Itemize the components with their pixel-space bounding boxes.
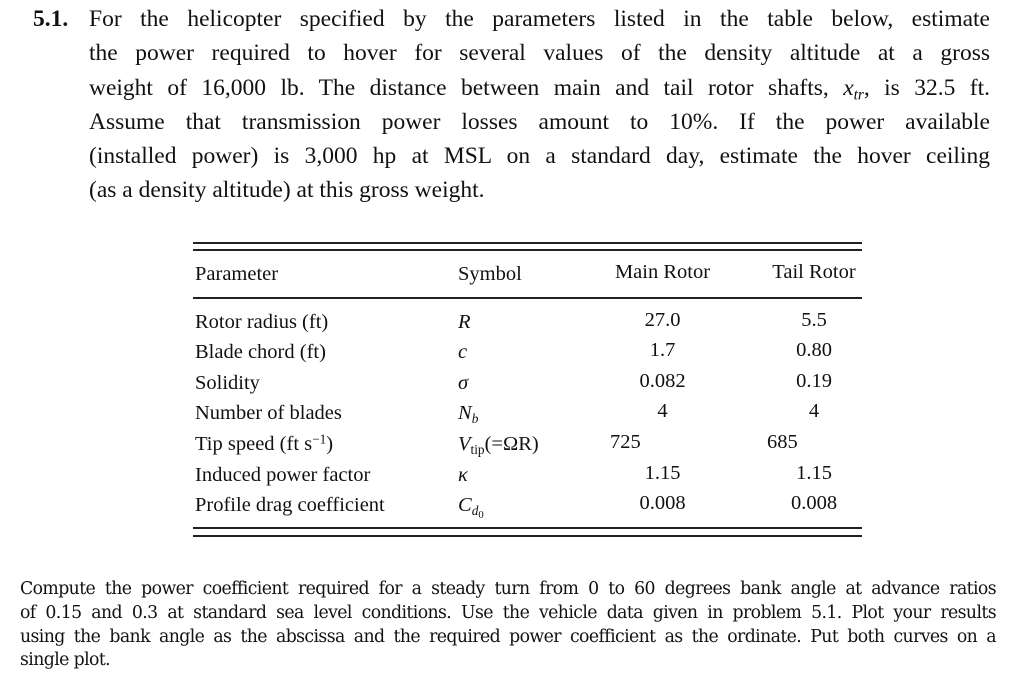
table-header-rule	[193, 297, 862, 299]
problem-line: (as a density altitude) at this gross weight.	[89, 177, 485, 204]
variable-subscript: tr	[853, 86, 864, 104]
table-bottom-rule	[193, 535, 862, 537]
header-parameter: Parameter	[195, 263, 279, 285]
problem-statement	[33, 2, 990, 208]
cell-main: 27.0	[644, 309, 681, 331]
exercise-line: of 0.15 and 0.3 at standard sea level conditions. Use the vehicle data given in problem 5.1. Plot your results	[20, 602, 996, 623]
cell-tail: 0.008	[790, 492, 838, 514]
symbol-subscript: b	[471, 410, 479, 426]
header-main-rotor: Main Rotor	[614, 261, 711, 283]
symbol-subscript: tip	[470, 441, 485, 457]
cell-main: 1.15	[644, 462, 681, 484]
cell-main: 0.008	[639, 492, 686, 514]
symbol-subscript: d	[471, 502, 479, 518]
cell-symbol: c	[458, 341, 468, 363]
cell-tail: 685	[767, 431, 798, 453]
problem-line: Assume that transmission power losses amount to 10%. If the power available	[89, 108, 990, 135]
exercise-line: using the bank angle as the abscissa and the required power coefficient as the ordinate. Put both curves on a	[20, 626, 996, 647]
cell-tail: 0.19	[796, 370, 832, 392]
cell-symbol	[458, 402, 478, 425]
cell-parameter: Solidity	[195, 372, 260, 394]
cell-symbol: R	[458, 311, 471, 333]
symbol: N	[458, 402, 472, 424]
problem-line: the power required to hover for several values of the density altitude at a gross	[89, 40, 990, 67]
text: )	[326, 433, 334, 455]
problem-line	[89, 71, 990, 105]
text: , is 32.5 ft.	[863, 74, 991, 101]
header-symbol: Symbol	[458, 263, 522, 285]
header-tail-rotor: Tail Rotor	[772, 261, 856, 283]
cell-main: 4	[657, 400, 668, 422]
variable-x: x	[843, 74, 854, 101]
cell-parameter: Induced power factor	[195, 464, 371, 486]
cell-tail: 5.5	[801, 309, 827, 331]
symbol-suffix: (=ΩR)	[484, 433, 539, 455]
cell-tail: 1.15	[796, 462, 832, 484]
cell-parameter	[195, 433, 333, 456]
exercise-line: Compute the power coefficient required for a steady turn from 0 to 60 degrees bank angle at advance ratios	[20, 579, 996, 599]
cell-parameter: Profile drag coefficient	[195, 494, 385, 516]
exercise-statement	[20, 578, 996, 673]
symbol-subsubscript: 0	[478, 510, 484, 522]
cell-main: 725	[610, 431, 641, 453]
symbol: C	[458, 494, 472, 516]
cell-symbol	[458, 494, 484, 522]
cell-symbol: κ	[458, 464, 468, 486]
symbol: V	[458, 433, 471, 455]
cell-tail: 4	[808, 400, 820, 422]
exercise-line: single plot.	[20, 650, 111, 671]
problem-line: For the helicopter specified by the parameters listed in the table below, estimate	[89, 6, 990, 32]
cell-main: 0.082	[639, 370, 686, 392]
text: Tip speed (ft s	[195, 433, 313, 455]
cell-main: 1.7	[649, 339, 676, 361]
cell-parameter: Blade chord (ft)	[195, 341, 326, 363]
cell-tail: 0.80	[796, 339, 832, 361]
cell-parameter: Number of blades	[195, 402, 342, 424]
cell-symbol	[458, 433, 539, 456]
table-top-rule	[193, 242, 862, 244]
problem-line: (installed power) is 3,000 hp at MSL on a standard day, estimate the hover ceiling	[89, 143, 990, 170]
cell-parameter: Rotor radius (ft)	[195, 311, 329, 333]
table-bottom-rule	[193, 527, 862, 529]
table-top-rule	[193, 249, 862, 251]
superscript: −1	[312, 431, 327, 447]
text: weight of 16,000 lb. The distance between main and tail rotor shafts,	[89, 74, 844, 101]
problem-number: 5.1.	[33, 6, 69, 32]
cell-symbol: σ	[458, 372, 469, 394]
